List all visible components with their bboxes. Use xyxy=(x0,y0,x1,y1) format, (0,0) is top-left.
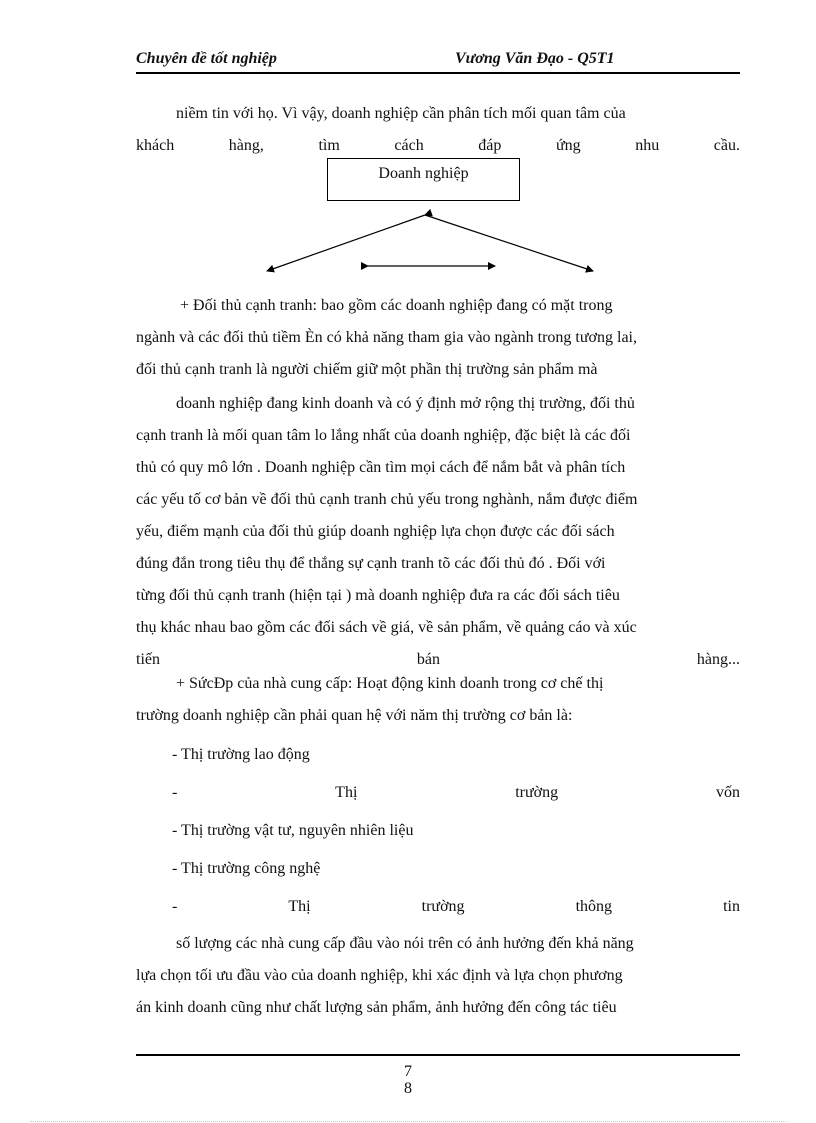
suppliers-line: trường doanh nghiệp cần phải quan hệ với năm thị trường cơ bản là: xyxy=(136,707,573,724)
word: bán xyxy=(416,651,440,668)
word: hàng, xyxy=(228,137,264,154)
market-item: - Thị trường lao động xyxy=(172,746,310,763)
body-line: các yếu tố cơ bản về đối thủ cạnh tranh chủ yếu trong nghành, nắm được điểm xyxy=(136,491,638,508)
closing-line: số lượng các nhà cung cấp đầu vào nói trên có ảnh hưởng đến khả năng xyxy=(176,935,634,952)
suppliers-paragraph xyxy=(136,668,740,732)
competitors-line: + Đối thủ cạnh tranh: bao gồm các doanh nghiệp đang có mặt trong xyxy=(180,297,613,314)
word: cách xyxy=(394,137,424,154)
header-title: Chuyên đề tốt nghiệp xyxy=(136,50,277,67)
diagram-arrow-right xyxy=(425,215,593,271)
footer-divider xyxy=(136,1054,740,1056)
page-number: 7 xyxy=(404,1063,412,1080)
word: tin xyxy=(723,898,740,915)
diagram-arrows xyxy=(0,0,816,300)
closing-paragraph xyxy=(136,928,740,1024)
word: cầu. xyxy=(713,137,740,154)
word: Thị xyxy=(335,784,358,801)
body-line: cạnh tranh là mối quan tâm lo lắng nhất của doanh nghiệp, đặc biệt là các đối xyxy=(136,427,631,444)
word: vốn xyxy=(715,784,740,801)
word: khách xyxy=(136,137,175,154)
closing-line: lựa chọn tối ưu đầu vào của doanh nghiệp, khi xác định và lựa chọn phương xyxy=(136,967,623,984)
word: trường xyxy=(515,784,559,801)
competitors-line: ngành và các đối thủ tiềm Èn có khả năng tham gia vào ngành trong tương lai, xyxy=(136,329,637,346)
body-line: đúng đắn trong tiêu thụ để thắng sự cạnh tranh tõ các đối thủ đó . Đối với xyxy=(136,555,606,572)
body-line: thụ khác nhau bao gồm các đối sách về giá, về sản phẩm, về quảng cáo và xúc xyxy=(136,619,637,636)
diagram-arrow-left xyxy=(267,215,425,271)
word: tìm xyxy=(318,137,340,154)
word: Thị xyxy=(288,898,311,915)
body-line: yếu, điểm mạnh của đối thủ giúp doanh nghiệp lựa chọn được các đối sách xyxy=(136,523,615,540)
market-item: - Thị trường vật tư, nguyên nhiên liệu xyxy=(172,822,414,839)
competitors-line: đối thủ cạnh tranh là người chiếm giữ một phần thị trường sản phẩm mà xyxy=(136,361,598,378)
body-line: từng đối thủ cạnh tranh (hiện tại ) mà doanh nghiệp đưa ra các đối sách tiêu xyxy=(136,587,620,604)
competitors-paragraph xyxy=(136,290,740,386)
page-bottom-border xyxy=(30,1121,786,1122)
word: hàng... xyxy=(696,651,740,668)
word: ứng xyxy=(555,137,581,154)
body-line: doanh nghiệp đang kinh doanh và có ý định mở rộng thị trường, đối thủ xyxy=(176,395,635,412)
word: thông xyxy=(575,898,613,915)
header-author: Vương Văn Đạo - Q5T1 xyxy=(455,50,615,67)
closing-line: án kinh doanh cũng như chất lượng sản phẩm, ảnh hưởng đến công tác tiêu xyxy=(136,999,617,1016)
word: - xyxy=(172,784,178,801)
body-line: thủ có quy mô lớn . Doanh nghiệp cần tìm mọi cách để nắm bắt và phân tích xyxy=(136,459,626,476)
market-item-justified xyxy=(136,774,740,812)
word: - xyxy=(172,898,178,915)
market-item-justified xyxy=(136,888,740,926)
market-item: - Thị trường công nghệ xyxy=(172,860,321,877)
word: nhu xyxy=(635,137,660,154)
page-number-secondary: 8 xyxy=(404,1080,412,1097)
markets-list xyxy=(136,736,740,926)
word: tiến xyxy=(136,651,160,668)
intro-line: niềm tin với họ. Vì vậy, doanh nghiệp cần phân tích mối quan tâm của xyxy=(176,105,626,122)
body-paragraph xyxy=(136,388,740,676)
word: trường xyxy=(421,898,465,915)
suppliers-line: + SứcÐp của nhà cung cấp: Hoạt động kinh doanh trong cơ chế thị xyxy=(176,675,604,692)
word: đáp xyxy=(478,137,502,154)
diagram-box-doanh-nghiep: Doanh nghiệp xyxy=(327,158,520,201)
